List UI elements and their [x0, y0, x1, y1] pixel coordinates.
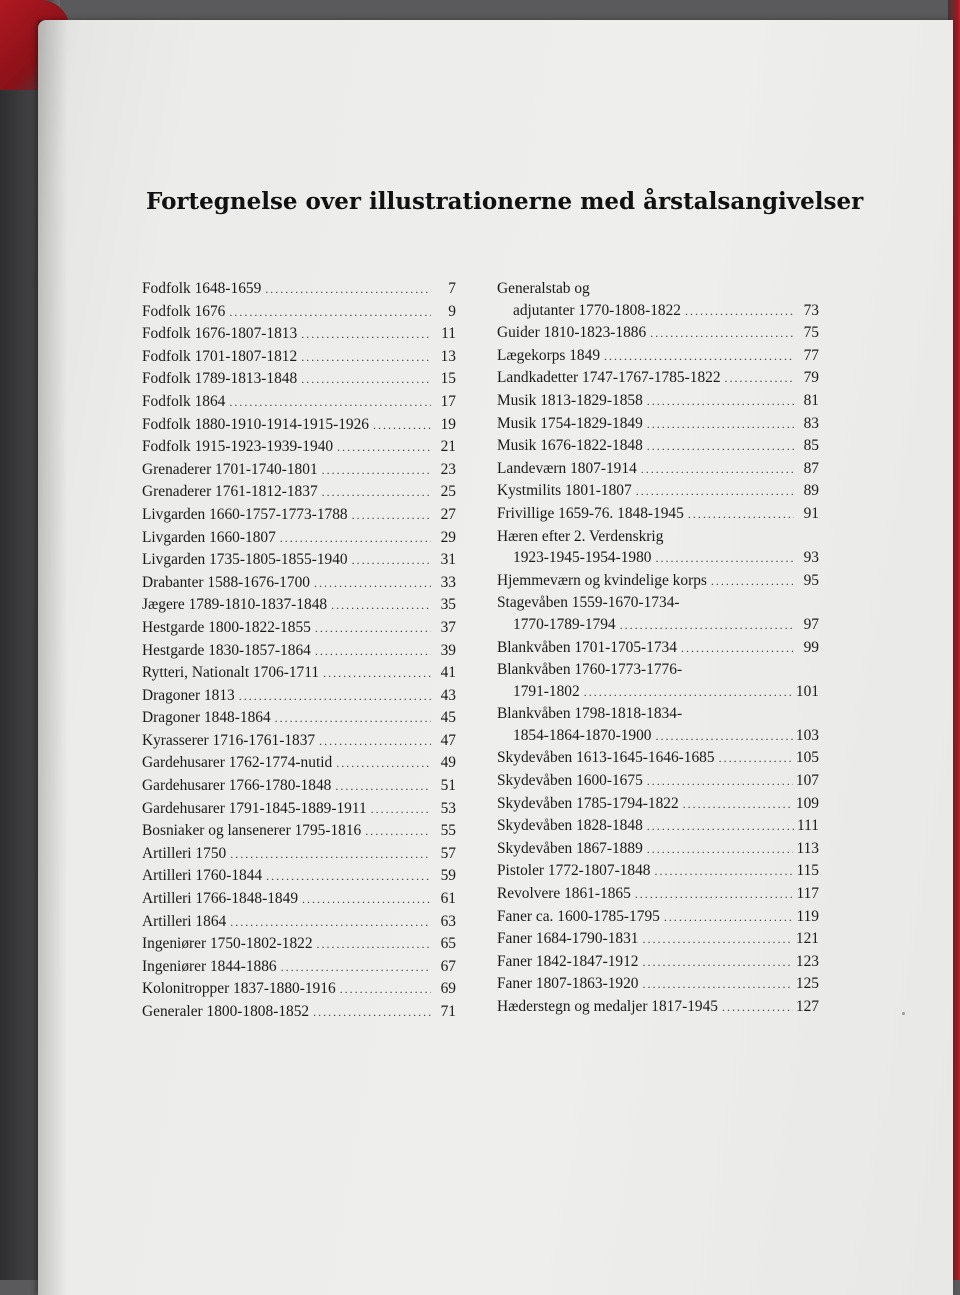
- toc-entry-label: Blankvåben 1760-1773-1776-: [497, 661, 683, 679]
- toc-page-number: 29: [440, 528, 456, 546]
- dot-leader: [230, 912, 431, 934]
- toc-page-number: 111: [797, 817, 819, 835]
- toc-entry: [497, 973, 819, 996]
- toc-entry-label: Faner 1684-1790-1831: [497, 930, 639, 948]
- toc-entry-label: Bosniaker og lansenerer 1795-1816: [142, 822, 362, 840]
- toc-page-number: 47: [440, 731, 456, 749]
- toc-page-number: 97: [803, 615, 819, 633]
- toc-entry: [497, 747, 819, 770]
- toc-page-number: 51: [440, 777, 456, 795]
- toc-entry: [142, 707, 456, 730]
- toc-entry-label: Fodfolk 1701-1807-1812: [142, 347, 298, 365]
- dot-leader: [642, 952, 792, 974]
- toc-page-number: 25: [440, 483, 456, 501]
- toc-entry: [497, 703, 819, 747]
- toc-page-number: 7: [448, 280, 456, 297]
- toc-entry: [497, 770, 819, 793]
- toc-entry-label: Drabanter 1588-1676-1700: [142, 573, 310, 591]
- toc-page-number: 69: [440, 980, 456, 998]
- toc-entry: [142, 391, 456, 414]
- dot-leader: [239, 686, 431, 708]
- toc-page-number: 27: [440, 505, 456, 523]
- toc-entry-label: Fodfolk 1789-1813-1848: [142, 370, 298, 388]
- toc-entry: [142, 368, 456, 391]
- toc-entry: [142, 594, 456, 617]
- toc-entry-label: Grenaderer 1761-1812-1837: [142, 483, 318, 501]
- toc-page-number: 107: [795, 772, 819, 790]
- dot-leader: [365, 821, 431, 843]
- dot-leader: [265, 279, 431, 301]
- toc-entry-label: Landkadetter 1747-1767-1785-1822: [497, 369, 721, 387]
- toc-entry: [142, 956, 456, 979]
- toc-entry-label: Livgarden 1660-1807: [142, 528, 276, 546]
- toc-entry: [142, 301, 456, 324]
- toc-entry: [497, 526, 819, 570]
- dot-leader: [642, 929, 792, 951]
- toc-page-number: 53: [440, 799, 456, 817]
- dot-leader: [323, 663, 431, 685]
- toc-entry: [497, 322, 819, 345]
- toc-entry: [497, 815, 819, 838]
- toc-entry-label: Generalstab og: [497, 280, 590, 297]
- toc-entry: [497, 951, 819, 974]
- dot-leader: [681, 638, 794, 660]
- toc-entry-label: Fodfolk 1880-1910-1914-1915-1926: [142, 415, 369, 433]
- toc-entry: [497, 906, 819, 929]
- toc-page-number: 11: [441, 325, 456, 343]
- dot-leader: [647, 414, 794, 436]
- dot-leader: [683, 794, 793, 816]
- toc-entry-label: Fodfolk 1864: [142, 392, 226, 410]
- toc-page-number: 67: [440, 957, 456, 975]
- toc-entry: [142, 504, 456, 527]
- toc-entry: [497, 413, 819, 436]
- toc-entry-label: Skydevåben 1600-1675: [497, 772, 643, 790]
- toc-entry: [142, 865, 456, 888]
- dot-leader: [604, 346, 794, 368]
- toc-entry: [142, 685, 456, 708]
- toc-left-column: [142, 278, 456, 1024]
- toc-entry-label: Dragoner 1813: [142, 686, 235, 704]
- toc-entry-label: Skydevåben 1828-1848: [497, 817, 643, 835]
- dot-leader: [685, 301, 794, 323]
- toc-page-number: 99: [803, 638, 819, 656]
- dot-leader: [635, 884, 794, 906]
- toc-entry-label: Kolonitropper 1837-1880-1916: [142, 980, 336, 998]
- toc-entry: [142, 843, 456, 866]
- dot-leader: [335, 776, 431, 798]
- toc-page-number: 43: [440, 686, 456, 704]
- dot-leader: [313, 1002, 431, 1024]
- dot-leader: [340, 979, 431, 1001]
- toc-page-number: 13: [440, 347, 456, 365]
- dot-leader: [584, 682, 793, 704]
- dot-leader: [229, 392, 431, 414]
- dot-leader: [656, 726, 793, 748]
- toc-page-number: 39: [440, 641, 456, 659]
- toc-entry: [142, 888, 456, 911]
- toc-page-number: 35: [440, 596, 456, 614]
- toc-entry-label: Skydevåben 1613-1645-1646-1685: [497, 749, 715, 767]
- toc-entry-label: Artilleri 1750: [142, 844, 227, 862]
- dot-leader: [647, 436, 794, 458]
- toc-entry: [142, 1001, 456, 1024]
- toc-entry-label: Gardehusarer 1766-1780-1848: [142, 777, 332, 795]
- toc-entry: [497, 637, 819, 660]
- dot-leader: [315, 641, 431, 663]
- toc-entry-label: Frivillige 1659-76. 1848-1945: [497, 504, 684, 522]
- dot-leader: [301, 369, 431, 391]
- toc-entry-label: Hjemmeværn og kvindelige korps: [497, 571, 707, 589]
- toc-entry: [497, 996, 819, 1019]
- toc-page-number: 125: [795, 975, 819, 993]
- toc-page-number: 63: [440, 912, 456, 930]
- toc-page-number: 59: [440, 867, 456, 885]
- toc-page-number: 33: [440, 573, 456, 591]
- toc-page-number: 101: [795, 682, 819, 700]
- toc-entry-label: Musik 1754-1829-1849: [497, 414, 643, 432]
- toc-page-number: 61: [440, 890, 456, 908]
- toc-entry: [142, 572, 456, 595]
- toc-entry-label: Pistoler 1772-1807-1848: [497, 862, 651, 880]
- dot-leader: [371, 799, 431, 821]
- toc-page-number: 89: [803, 482, 819, 500]
- dot-leader: [230, 844, 431, 866]
- toc-entry-label: Fodfolk 1648-1659: [142, 280, 262, 297]
- dot-leader: [711, 571, 794, 593]
- toc-entry-label: Stagevåben 1559-1670-1734-: [497, 594, 680, 612]
- toc-entry-label: Livgarden 1735-1805-1855-1940: [142, 551, 348, 569]
- dot-leader: [322, 460, 431, 482]
- toc-page-number: 65: [440, 935, 456, 953]
- dot-leader: [719, 748, 793, 770]
- toc-page-number: 83: [803, 414, 819, 432]
- dot-leader: [620, 615, 794, 637]
- dot-leader: [636, 481, 794, 503]
- toc-page-number: 19: [440, 415, 456, 433]
- toc-entry-label: Grenaderer 1701-1740-1801: [142, 460, 318, 478]
- toc-page-number: 103: [795, 726, 819, 744]
- page-title: Fortegnelse over illustrationerne med årstalsangivelser: [146, 188, 864, 215]
- toc-entry-label: Hestgarde 1830-1857-1864: [142, 641, 311, 659]
- toc-page-number: 85: [803, 437, 819, 455]
- toc-page-number: 95: [803, 571, 819, 589]
- dot-leader: [647, 816, 794, 838]
- toc-entry-label: Gardehusarer 1791-1845-1889-1911: [142, 799, 367, 817]
- dot-leader: [275, 708, 431, 730]
- toc-entry-label: Artilleri 1766-1848-1849: [142, 890, 299, 908]
- toc-page-number: 55: [440, 822, 456, 840]
- toc-page-number: 31: [440, 551, 456, 569]
- dot-leader: [352, 550, 431, 572]
- toc-entry: [142, 730, 456, 753]
- toc-page-number: 17: [440, 392, 456, 410]
- toc-entry-label: Faner ca. 1600-1785-1795: [497, 907, 660, 925]
- dot-leader: [654, 861, 793, 883]
- toc-page-number: 9: [448, 302, 456, 320]
- dot-leader: [373, 415, 431, 437]
- dot-leader: [317, 934, 431, 956]
- toc-entry: [497, 592, 819, 636]
- toc-entry-label: Artilleri 1760-1844: [142, 867, 263, 885]
- toc-entry-label: Generaler 1800-1808-1852: [142, 1003, 310, 1020]
- dot-leader: [301, 324, 431, 346]
- toc-page-number: 45: [440, 709, 456, 727]
- toc-page-number: 73: [803, 301, 819, 319]
- dot-leader: [336, 753, 431, 775]
- dot-leader: [650, 323, 794, 345]
- toc-entry: [142, 911, 456, 934]
- toc-page-number: 105: [795, 749, 819, 767]
- toc-entry: [497, 390, 819, 413]
- toc-entry: [142, 752, 456, 775]
- dot-leader: [664, 907, 794, 929]
- toc-entry-label-continued: 1854-1864-1870-1900: [513, 726, 652, 744]
- paper-speck: [902, 1012, 905, 1015]
- toc-page-number: 113: [796, 839, 819, 857]
- toc-entry: [142, 775, 456, 798]
- toc-page-number: 119: [796, 907, 819, 925]
- toc-entry-label-continued: 1923-1945-1954-1980: [513, 549, 652, 567]
- toc-entry-label: Musik 1813-1829-1858: [497, 391, 643, 409]
- dot-leader: [280, 528, 431, 550]
- dot-leader: [337, 437, 431, 459]
- dot-leader: [688, 504, 794, 526]
- toc-page-number: 23: [440, 460, 456, 478]
- toc-entry: [497, 278, 819, 322]
- toc-entry-label-continued: adjutanter 1770-1808-1822: [513, 301, 681, 319]
- toc-page-number: 37: [440, 618, 456, 636]
- toc-entry: [497, 458, 819, 481]
- dot-leader: [656, 548, 794, 570]
- toc-entry: [497, 928, 819, 951]
- toc-page-number: 49: [440, 754, 456, 772]
- toc-entry: [142, 414, 456, 437]
- toc-page-number: 127: [795, 998, 819, 1015]
- toc-entry: [497, 480, 819, 503]
- toc-entry: [142, 436, 456, 459]
- toc-entry: [142, 798, 456, 821]
- toc-entry-label-continued: 1770-1789-1794: [513, 615, 616, 633]
- dot-leader: [315, 618, 431, 640]
- toc-entry: [497, 367, 819, 390]
- toc-entry: [142, 820, 456, 843]
- toc-entry-label: Artilleri 1864: [142, 912, 227, 930]
- toc-entry-label: Dragoner 1848-1864: [142, 709, 271, 727]
- toc-entry: [142, 278, 456, 301]
- toc-page-number: 41: [440, 664, 456, 682]
- toc-entry-label: Lægekorps 1849: [497, 346, 601, 364]
- toc-entry-label: Hæren efter 2. Verdenskrig: [497, 527, 664, 545]
- toc-entry-label: Fodfolk 1915-1923-1939-1940: [142, 438, 334, 456]
- toc-entry-label: Musik 1676-1822-1848: [497, 437, 643, 455]
- toc-entry: [142, 527, 456, 550]
- toc-page-number: 79: [803, 369, 819, 387]
- dot-leader: [641, 459, 794, 481]
- toc-page-number: 91: [803, 504, 819, 522]
- dot-leader: [314, 573, 431, 595]
- toc-page-number: 21: [440, 438, 456, 456]
- dot-leader: [352, 505, 431, 527]
- toc-page-number: 57: [440, 844, 456, 862]
- toc-entry: [497, 793, 819, 816]
- toc-page-number: 117: [796, 885, 819, 903]
- toc-entry-label: Skydevåben 1867-1889: [497, 839, 643, 857]
- dot-leader: [722, 997, 793, 1019]
- toc-page-number: 123: [795, 952, 819, 970]
- toc-page-number: 71: [440, 1003, 456, 1020]
- toc-entry-label: Faner 1807-1863-1920: [497, 975, 639, 993]
- toc-page-number: 81: [803, 391, 819, 409]
- toc-entry-label: Blankvåben 1701-1705-1734: [497, 638, 677, 656]
- dot-leader: [319, 731, 431, 753]
- dot-leader: [301, 347, 431, 369]
- toc-entry-label: Faner 1842-1847-1912: [497, 952, 639, 970]
- dot-leader: [725, 368, 794, 390]
- toc-entry: [497, 659, 819, 703]
- toc-entry: [142, 346, 456, 369]
- toc-entry-label: Ingeniører 1750-1802-1822: [142, 935, 313, 953]
- dot-leader: [302, 889, 431, 911]
- toc-entry: [497, 883, 819, 906]
- toc-entry-label: Revolvere 1861-1865: [497, 885, 631, 903]
- dot-leader: [322, 482, 431, 504]
- toc-entry-label: Kyrasserer 1716-1761-1837: [142, 731, 316, 749]
- toc-entry: [497, 435, 819, 458]
- toc-entry: [142, 933, 456, 956]
- toc-entry-label: Hæderstegn og medaljer 1817-1945: [497, 998, 718, 1015]
- toc-page-number: 15: [440, 370, 456, 388]
- toc-entry: [497, 503, 819, 526]
- dot-leader: [281, 957, 431, 979]
- toc-entry-label: Gardehusarer 1762-1774-nutid: [142, 754, 333, 772]
- dot-leader: [647, 839, 794, 861]
- toc-entry-label: Guider 1810-1823-1886: [497, 324, 647, 342]
- dot-leader: [642, 974, 792, 996]
- toc-entry-label: Rytteri, Nationalt 1706-1711: [142, 664, 320, 682]
- toc-page-number: 109: [795, 794, 819, 812]
- toc-entry-label: Livgarden 1660-1757-1773-1788: [142, 505, 348, 523]
- dot-leader: [647, 771, 793, 793]
- toc-entry: [142, 323, 456, 346]
- toc-page-number: 77: [803, 346, 819, 364]
- toc-page-number: 87: [803, 459, 819, 477]
- toc-entry: [497, 570, 819, 593]
- toc-entry-label: Skydevåben 1785-1794-1822: [497, 794, 679, 812]
- toc-entry-label: Landeværn 1807-1914: [497, 459, 637, 477]
- toc-entry-label: Fodfolk 1676-1807-1813: [142, 325, 298, 343]
- toc-entry-label: Jægere 1789-1810-1837-1848: [142, 596, 328, 614]
- toc-entry: [497, 838, 819, 861]
- toc-entry-label: Kystmilits 1801-1807: [497, 482, 632, 500]
- toc-entry-label: Hestgarde 1800-1822-1855: [142, 618, 311, 636]
- toc-entry: [142, 640, 456, 663]
- toc-page-number: 121: [795, 930, 819, 948]
- toc-entry-label: Fodfolk 1676: [142, 302, 226, 320]
- toc-entry: [497, 345, 819, 368]
- toc-entry: [142, 549, 456, 572]
- toc-page-number: 75: [803, 324, 819, 342]
- toc-entry: [142, 481, 456, 504]
- toc-entry: [142, 459, 456, 482]
- dot-leader: [331, 595, 431, 617]
- toc-page-number: 115: [796, 862, 819, 880]
- toc-entry: [142, 662, 456, 685]
- toc-entry-label: Blankvåben 1798-1818-1834-: [497, 705, 683, 723]
- toc-page-number: 93: [803, 549, 819, 567]
- toc-entry-label-continued: 1791-1802: [513, 682, 580, 700]
- toc-entry: [142, 617, 456, 640]
- dot-leader: [266, 866, 431, 888]
- dot-leader: [229, 302, 431, 324]
- toc-entry: [497, 860, 819, 883]
- toc-entry: [142, 978, 456, 1001]
- dot-leader: [647, 391, 794, 413]
- toc-entry-label: Ingeniører 1844-1886: [142, 957, 277, 975]
- toc-right-column: [497, 278, 819, 1019]
